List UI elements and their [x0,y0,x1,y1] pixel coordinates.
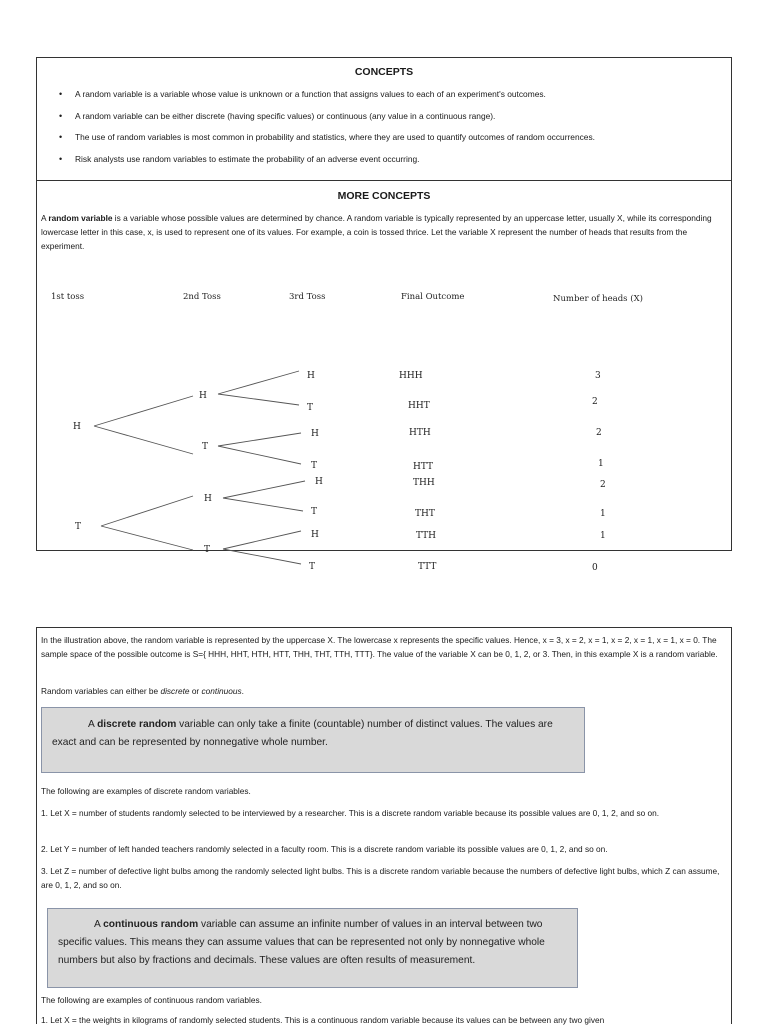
more-concepts-intro: A random variable is a variable whose possible values are determined by chance. A random variable is typically represented by an uppercase letter, usually X, while its corresponding lowercase letter in this case, x, is used to represent one of its values. For example, a coin is tossed thrice. Let the variable X represent the number of heads that results from the experiment. [41,213,712,251]
bullet-icon: • [59,132,63,142]
branch-line [223,498,303,511]
branch-line [223,481,305,498]
heads-count: 2 [600,480,606,490]
discrete-example: 2. Let Y = number of left handed teachers randomly selected in a faculty room. This is a discrete random variable its possible values are 0, 1, 2, and so on. [41,844,608,854]
concept-bullet: • Risk analysts use random variables to estimate the probability of an adverse event occurring. [59,153,420,164]
branch-line [94,396,193,426]
paragraph-illustration: In the illustration above, the random variable is represented by the uppercase X. The lowercase x represents the specific values. Hence, x = 3, x = 2, x = 1, x = 2, x = 1, x = 1, x = 0. The sample space of the possible outcome is S={ HHH, HHT, HTH, HTT, THH, THT, TTH, TTT}. The value of the variable X can be 0, 1, 2, or 3. Then, in this example X is a random variable. [41,635,718,659]
branch-line [101,496,193,526]
bullet-icon: • [59,89,63,99]
concepts-list [57,88,721,174]
continuous-intro: The following are examples of continuous random variables. [41,995,262,1005]
concept-bullet: • A random variable can be either discrete (having specific values) or continuous (any value in a continuous range). [59,110,496,121]
header-final-outcome: Final Outcome [401,292,465,302]
page2-box [36,627,732,1024]
third-toss-label: T [311,507,318,517]
branch-line [101,526,193,550]
discrete-intro: The following are examples of discrete random variables. [41,786,251,796]
branch-line [218,433,301,446]
heads-count: 2 [592,397,598,407]
heads-count: 3 [595,371,601,381]
first-toss-t: T [75,522,82,532]
branch-line [218,446,301,464]
paragraph-types: Random variables can either be discrete or continuous. [41,686,244,696]
third-toss-label: T [307,403,314,413]
third-toss-label: H [311,530,319,540]
heads-count: 1 [600,531,606,541]
second-toss-h: H [204,494,212,504]
branch-line [94,426,193,454]
coin-toss-tree-diagram [37,286,731,573]
header-2nd-toss: 2nd Toss [183,292,221,302]
final-outcome: THH [413,478,435,488]
concepts-title: CONCEPTS [354,66,414,78]
heads-count: 2 [596,428,602,438]
second-toss-h: H [199,391,207,401]
branch-line [223,549,301,564]
concept-bullet: • The use of random variables is most common in probability and statistics, where they are used to quantify outcomes of random occurrences. [59,132,595,142]
final-outcome: HHT [408,401,430,411]
branch-line [223,531,301,549]
continuous-definition-box: A continuous random variable can assume an infinite number of values in an interval between two specific values. This means they can assume values that can be represented not only by nonnegative whole numbers but also by fractions and decimals. These values are often results of measurement. [47,908,578,988]
header-1st-toss: 1st toss [51,292,85,302]
heads-count: 1 [598,459,604,469]
branch-line [218,394,299,405]
heads-count: 1 [600,509,606,519]
second-toss-t: T [202,442,209,452]
final-outcome: THT [415,509,435,519]
concept-bullet: • A random variable is a variable whose value is unknown or a function that assigns values to each of an experiment's outcomes. [59,89,546,99]
final-outcome: TTH [416,531,437,541]
branch-line [218,371,299,394]
continuous-example: 1. Let X = the weights in kilograms of randomly selected students. This is a continuous random variable because its values can be between any two given [41,1015,605,1025]
bullet-icon: • [59,110,63,121]
concepts-box [36,57,732,573]
header-3rd-toss: 3rd Toss [289,292,326,302]
discrete-definition-box: A discrete random variable can only take a finite (countable) number of distinct values. The values are exact and can be represented by nonnegative whole number. [41,707,585,773]
third-toss-label: T [311,461,318,471]
first-toss-h: H [73,422,81,432]
section-divider [37,180,731,181]
third-toss-label: H [311,429,319,439]
third-toss-label: T [309,562,316,572]
header-number-of-heads: Number of heads (X) [553,294,643,304]
third-toss-label: H [307,371,315,381]
third-toss-label: H [315,477,323,487]
final-outcome: HTT [413,462,434,472]
discrete-example: 3. Let Z = number of defective light bulbs among the randomly selected light bulbs. This is a discrete random variable because the numbers of defective light bulbs, which Z can assume, are 0, 1, 2, and so on. [41,866,720,890]
heads-count: 0 [592,563,598,573]
more-concepts-title: MORE CONCEPTS [337,190,431,202]
final-outcome: TTT [418,562,437,572]
bullet-icon: • [59,153,63,164]
second-toss-t: T [204,545,211,555]
discrete-example: 1. Let X = number of students randomly selected to be interviewed by a researcher. This is a discrete random variable because its possible values are 0, 1, 2, and so on. [41,808,660,818]
final-outcome: HTH [409,428,431,438]
final-outcome: HHH [399,371,423,381]
